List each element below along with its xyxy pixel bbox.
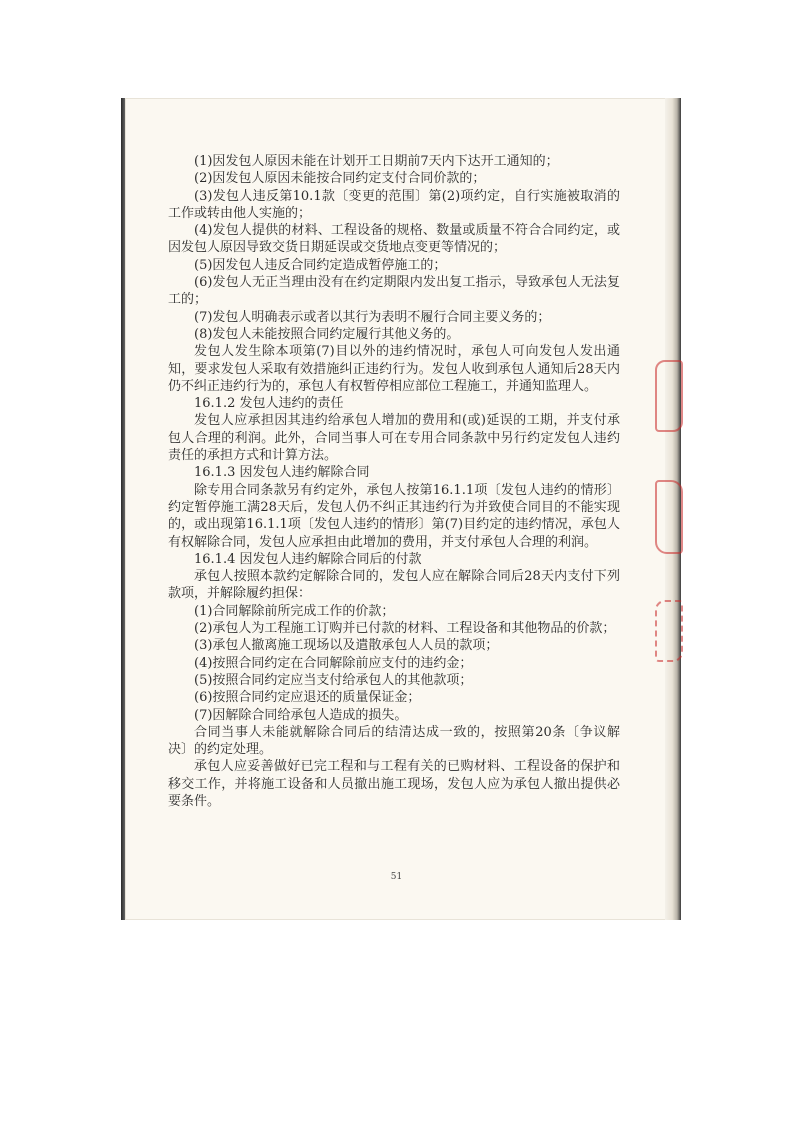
paragraph-liability: 发包人应承担因其违约给承包人增加的费用和(或)延误的工期，并支付承包人合理的利润。此外，合同当事人可在专用合同条款中另行约定发包人违约责任的承担方式和计算方法。: [168, 413, 620, 464]
seal-stamp-fragment: [655, 480, 683, 554]
document-body: [168, 153, 620, 810]
payment-item-3: (3)承包人撤离施工现场以及遣散承包人人员的款项；: [194, 638, 499, 654]
list-item-1: (1)因发包人原因未能在计划开工日期前7天内下达开工通知的；: [194, 154, 559, 169]
list-item-6: (6)发包人无正当理由没有在约定期限内发出复工指示，导致承包人无法复工的；: [168, 275, 620, 308]
section-heading-16-1-2: 16.1.2 发包人违约的责任: [194, 396, 344, 412]
list-item-7: (7)发包人明确表示或者以其行为表明不履行合同主要义务的；: [194, 309, 551, 325]
list-item-2: (2)因发包人原因未能按合同约定支付合同价款的；: [194, 171, 486, 187]
payment-item-2: (2)承包人为工程施工订购并已付款的材料、工程设备和其他物品的价款；: [194, 621, 616, 637]
page-number: 51: [390, 872, 403, 882]
seal-stamp-fragment: [655, 360, 683, 432]
payment-item-4: (4)按照合同约定在合同解除前应支付的违约金；: [194, 655, 473, 671]
payment-item-5: (5)按照合同约定应当支付给承包人的其他款项；: [194, 672, 473, 688]
list-item-8: (8)发包人未能按照合同约定履行其他义务的。: [194, 326, 460, 342]
paragraph-handover: 承包人应妥善做好已完工程和与工程有关的已购材料、工程设备的保护和移交工作，并将施工设备和人员撤出施工现场，发包人应为承包人撤出提供必要条件。: [168, 759, 620, 809]
seal-stamp-fragment: [655, 600, 683, 662]
payment-item-7: (7)因解除合同给承包人造成的损失。: [194, 707, 408, 723]
section-heading-16-1-4: 16.1.4 因发包人违约解除合同后的付款: [194, 551, 422, 567]
paragraph-breach-notice: 发包人发生除本项第(7)目以外的违约情况时，承包人可向发包人发出通知，要求发包人采取有效措施纠正违约行为。发包人收到承包人通知后28天内仍不纠正违约行为的，承包人有权暂停相应部位工程施工，并通知监理人。: [168, 344, 620, 394]
section-heading-16-1-3: 16.1.3 因发包人违约解除合同: [194, 465, 370, 481]
paragraph-payment: 承包人按照本款约定解除合同的，发包人应在解除合同后28天内支付下列款项，并解除履约担保：: [168, 569, 620, 602]
paragraph-termination: 除专用合同条款另有约定外，承包人按第16.1.1项〔发包人违约的情形〕约定暂停施工满28天后，发包人仍不纠正其违约行为并致使合同目的不能实现的，或出现第16.1.1项〔发包人违约的情形〕第(7)目约定的违约情况，承包人有权解除合同，发包人应承担由此增加的费用，并支付承包人合理的利润。: [168, 482, 620, 550]
list-item-5: (5)因发包人违反合同约定造成暂停施工的；: [194, 257, 447, 273]
paragraph-settlement: 合同当事人未能就解除合同后的结清达成一致的，按照第20条〔争议解决〕的约定处理。: [168, 724, 620, 758]
list-item-4: (4)发包人提供的材料、工程设备的规格、数量或质量不符合合同约定，或因发包人原因导致交货日期延误或交货地点变更等情况的；: [168, 223, 620, 256]
payment-item-1: (1)合同解除前所完成工作的价款；: [194, 603, 395, 619]
payment-item-6: (6)按照合同约定应退还的质量保证金；: [194, 690, 421, 706]
list-item-3: (3)发包人违反第10.1款〔变更的范围〕第(2)项约定，自行实施被取消的工作或转由他人实施的；: [168, 188, 620, 221]
